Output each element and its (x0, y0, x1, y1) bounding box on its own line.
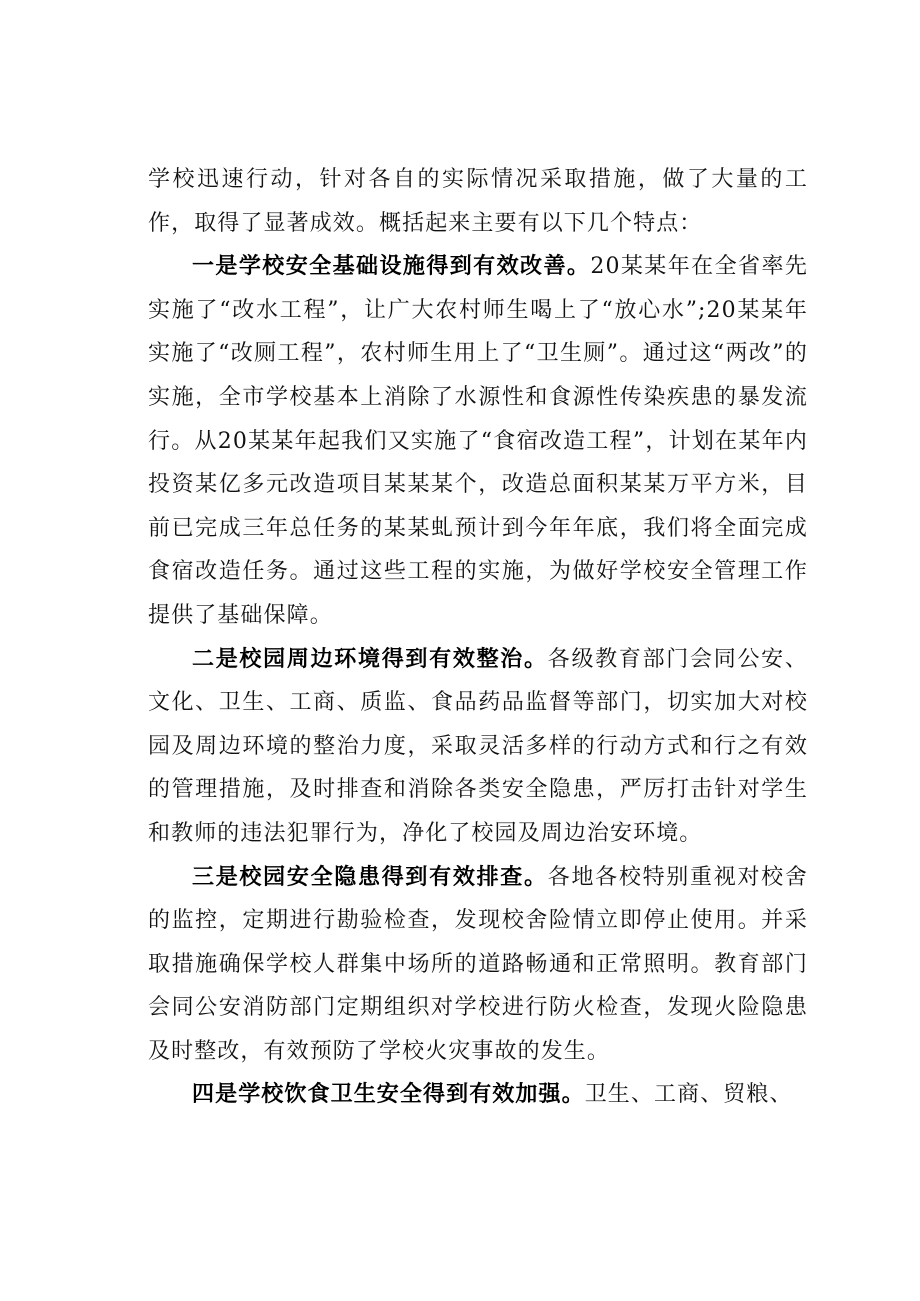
paragraph-lead: 一是学校安全基础设施得到有效改善。 (192, 253, 591, 280)
paragraph-lead: 三是校园安全隐患得到有效排查。 (192, 863, 548, 890)
paragraph-point-3 (148, 856, 808, 1074)
paragraph-lead: 四是学校饮食卫生安全得到有效加强。 (192, 1081, 585, 1108)
paragraph-body: 各地各校特别重视对校舍的监控，定期进行勘验检查，发现校舍险情立即停止使用。并采取措施确保学校人群集中场所的道路畅通和正常照明。教育部门会同公安消防部门定期组织对学校进行防火检查，发现火险隐患及时整改，有效预防了学校火灾事故的发生。 (148, 864, 808, 1064)
document-body (148, 158, 808, 1117)
paragraph-body: 学校迅速行动，针对各自的实际情况采取措施，做了大量的工作，取得了显著成效。概括起来主要有以下几个特点： (148, 167, 808, 236)
paragraph-body: 卫生、工商、贸粮、 (584, 1082, 793, 1108)
paragraph-body: 20某某年在全省率先实施了“改水工程”，让广大农村师生喝上了“放心水”;20某某年实施了“改厕工程”，农村师生用上了“卫生厕”。通过这“两改”的实施，全市学校基本上消除了水源性和食源性传染疾患的暴发流行。从20某某年起我们又实施了“食宿改造工程”，计划在某年内投资某亿多元改造项目某某某个，改造总面积某某万平方米，目前已完成三年总任务的某某虬预计到今年年底，我们将全面完成食宿改造任务。通过这些工程的实施，为做好学校安全管理工作提供了基础保障。 (148, 254, 808, 628)
paragraph-point-1 (148, 245, 808, 637)
paragraph-lead: 二是校园周边环境得到有效整治。 (192, 645, 548, 672)
paragraph-intro (148, 158, 808, 245)
paragraph-point-2 (148, 638, 808, 856)
paragraph-point-4 (148, 1073, 808, 1117)
paragraph-body: 各级教育部门会同公安、文化、卫生、工商、质监、食品药品监督等部门，切实加大对校园及周边环境的整治力度，采取灵活多样的行动方式和行之有效的管理措施，及时排查和消除各类安全隐患，严厉打击针对学生和教师的违法犯罪行为，净化了校园及周边治安环境。 (148, 646, 808, 846)
